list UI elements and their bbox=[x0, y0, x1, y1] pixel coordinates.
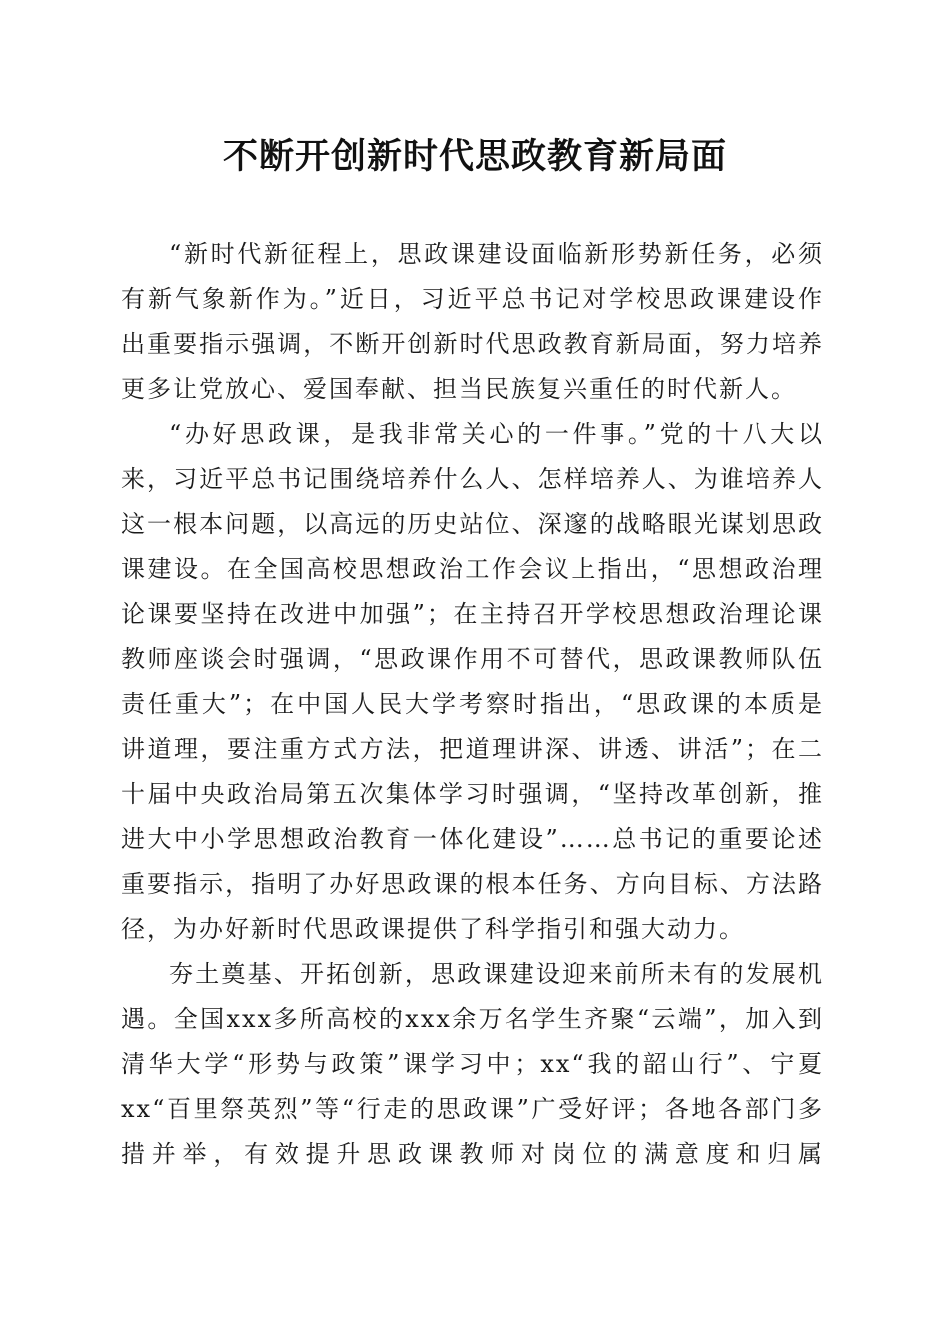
paragraph-3: 夯土奠基、开拓创新，思政课建设迎来前所未有的发展机遇。全国xxx多所高校的xxx余万名学生齐聚“云端”，加入到清华大学“形势与政策”课学习中；xx“我的韶山行”、宁夏xx“百里祭英烈”等“行走的思政课”广受好评；各地各部门多措并举，有效提升思政课教师对岗位的满意度和归属 bbox=[121, 960, 824, 1168]
document-title: 不断开创新时代思政教育新局面 bbox=[222, 136, 727, 177]
paragraph-1: “新时代新征程上，思政课建设面临新形势新任务，必须有新气象新作为。”近日，习近平总书记对学校思政课建设作出重要指示强调，不断开创新时代思政教育新局面，努力培养更多让党放心、爱国奉献、担当民族复兴重任的时代新人。 bbox=[121, 240, 824, 403]
document-body bbox=[121, 232, 824, 1177]
paragraph-2: “办好思政课，是我非常关心的一件事。”党的十八大以来，习近平总书记围绕培养什么人、怎样培养人、为谁培养人这一根本问题，以高远的历史站位、深邃的战略眼光谋划思政课建设。在全国高校思想政治工作会议上指出，“思想政治理论课要坚持在改进中加强”；在主持召开学校思想政治理论课教师座谈会时强调，“思政课作用不可替代，思政课教师队伍责任重大”；在中国人民大学考察时指出，“思政课的本质是讲道理，要注重方式方法，把道理讲深、讲透、讲活”；在二十届中央政治局第五次集体学习时强调，“坚持改革创新，推进大中小学思想政治教育一体化建设”……总书记的重要论述重要指示，指明了办好思政课的根本任务、方向目标、方法路径，为办好新时代思政课提供了科学指引和强大动力。 bbox=[121, 420, 824, 943]
